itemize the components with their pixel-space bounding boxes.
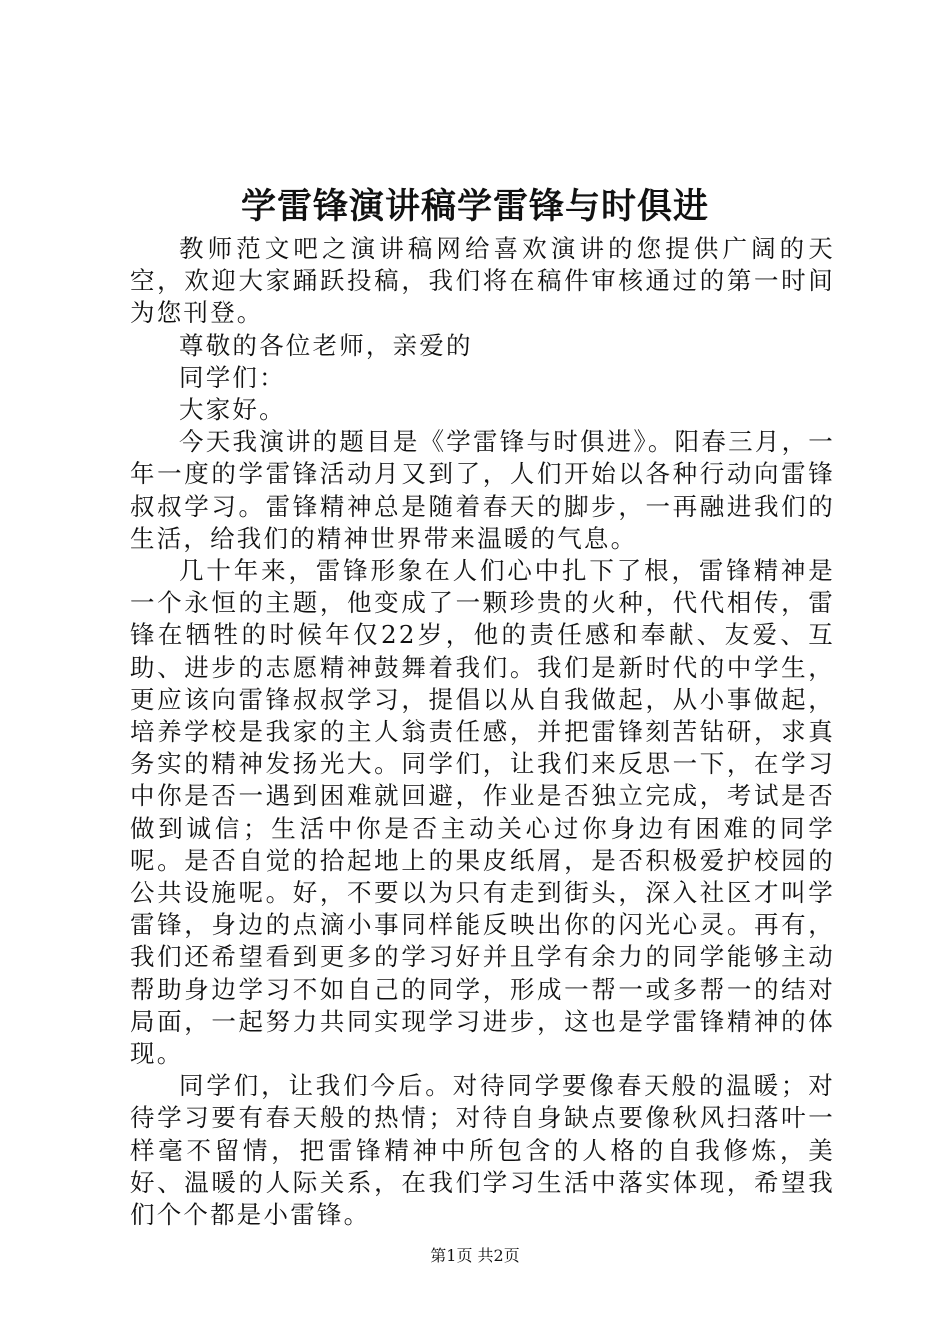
- paragraph-greeting: 大家好。: [179, 395, 286, 425]
- paragraph-intro: 教师范文吧之演讲稿网给喜欢演讲的您提供广阔的天空，欢迎大家踊跃投稿，我们将在稿件审核通过的第一时间为您刊登。: [130, 234, 835, 328]
- paragraph-topic: 今天我演讲的题目是《学雷锋与时俱进》。阳春三月，一年一度的学雷锋活动月又到了，人们开始以各种行动向雷锋叔叔学习。雷锋精神总是随着春天的脚步，一再融进我们的生活，给我们的精神世界带来温暖的气息。: [130, 427, 835, 553]
- page-footer: [0, 1244, 950, 1268]
- paragraph-closing: 同学们，让我们今后。对待同学要像春天般的温暖；对待学习要有春天般的热情；对待自身缺点要像秋风扫落叶一样毫不留情，把雷锋精神中所包含的人格的自我修炼，美好、温暖的人际关系，在我们学习生活中落实体现，希望我们个个都是小雷锋。: [130, 1071, 835, 1230]
- paragraph-main: 几十年来，雷锋形象在人们心中扎下了根，雷锋精神是一个永恒的主题，他变成了一颗珍贵的火种，代代相传，雷锋在牺牲的时候年仅22岁，他的责任感和奉献、友爱、互助、进步的志愿精神鼓舞着我们。我们是新时代的中学生，更应该向雷锋叔叔学习，提倡以从自我做起，从小事做起，培养学校是我家的主人翁责任感，并把雷锋刻苦钻研，求真务实的精神发扬光大。同学们，让我们来反思一下，在学习中你是否一遇到困难就回避，作业是否独立完成，考试是否做到诚信；生活中你是否主动关心过你身边有困难的同学呢。是否自觉的拾起地上的果皮纸屑，是否积极爱护校园的公共设施呢。好，不要以为只有走到街头，深入社区才叫学雷锋，身边的点滴小事同样能反映出你的闪光心灵。再有，我们还希望看到更多的学习好并且学有余力的同学能够主动帮助身边学习不如自己的同学，形成一帮一或多帮一的结对局面，一起努力共同实现学习进步，这也是学雷锋精神的体现。: [130, 556, 835, 1069]
- page-indicator: 第1页 共2页: [430, 1246, 520, 1265]
- page-title: 学雷锋演讲稿学雷锋与时俱进: [240, 187, 709, 227]
- paragraph-salutation-students: 同学们：: [179, 362, 286, 392]
- document-body: [130, 233, 835, 1231]
- paragraph-salutation: 尊敬的各位老师，亲爱的: [179, 330, 473, 360]
